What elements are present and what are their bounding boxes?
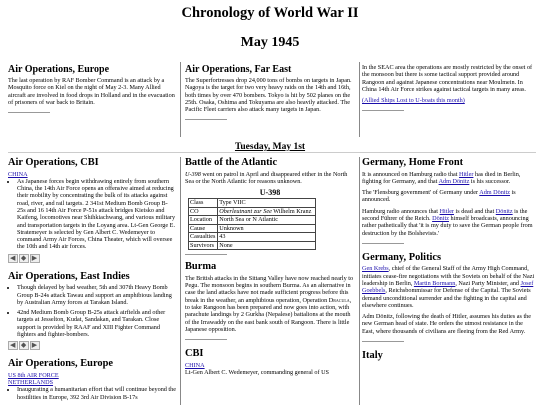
atlantic-body: went on patrol in April and disappeared either in the North Sea or the North Atlantic for reasons unknown. xyxy=(185,170,348,185)
table-cell: Casualties xyxy=(189,233,218,242)
china-link[interactable]: CHINA xyxy=(8,170,28,178)
column-divider xyxy=(359,157,360,405)
air-ops-europe-text: The last operation by RAF Bomber Command is an attack by a Mosquito force on Kiel on the night of May 2-3. Many Allied aircraft are involved in food drops in Holland and in the evacuation of prisoners of war back to Britain. xyxy=(8,77,175,106)
top-col-1 xyxy=(8,64,176,121)
list-item: • Though delayed by bad weather, 5th and 307th Heavy Bomb Group B-24s attack Tawau and support an amphibious landing by Australian Army forces at Tarakan Island. xyxy=(17,284,176,306)
bormann-link[interactable]: Martin Bormann xyxy=(413,279,456,287)
table-cell xyxy=(218,207,316,216)
politics-p1: Gen Krebs, chief of the General Staff of the Army High Command, initiates cease-fire negotiations with the Soviets on behalf of the Nazi leadership in Berlin, Martin Bormann, Nazi Party Minister, and Josef Goebbels, Reichsbommissar for Defense of the Capital. The Soviets demand unconditional surrender and the fighting in the capital and elsewhere continues. xyxy=(362,265,535,309)
table-cell: North Sea or N Atlantic xyxy=(218,216,316,225)
donitz-link[interactable]: Adm Dönitz xyxy=(438,177,470,185)
allied-ships-lost-link[interactable]: (Allied Ships Lost to U-boats this month) xyxy=(362,97,465,105)
divider xyxy=(362,243,404,244)
home-front-p1: It is announced on Hamburg radio that Hitler has died in Berlin, fighting for Germany, and that Adm Dönitz is his successor. xyxy=(362,170,521,185)
air-ops-far-east-text: The Superfortresses drop 24,000 tons of bombs on targets in Japan. Nagoya is the target for two very heavy raids on the 14th and 16th, both times by over 470 bombers. Tokyo is hit by 502 planes on the 25th. Osaka, Oshima and Tokuyama are also heavily attacked. The Pacific Fleet carriers also attack many targets in Japan. xyxy=(185,77,352,114)
seac-text: In the SEAC area the operations are mostly restricted by the onset of the monsoon but there is some tactical support provided around Rangoon and against Japanese concentrations near Moulmein. In China 14th Air Force strikes against tactical targets in many areas. xyxy=(362,64,533,93)
table-cell: None xyxy=(218,241,316,250)
air-ops-far-east-heading: Air Operations, Far East xyxy=(185,64,292,75)
home-front-p2: The 'Flensburg government' of Germany under Adm Dönitz is announced. xyxy=(362,189,516,204)
home-front-p3: Hamburg radio announces that Hitler is dead and that Dönitz is the second Führer of the Reich. Dönitz himself broadcasts, announcing rather pathetically that 'it is my duty to save the German people from destruction by the Bolshevists.' xyxy=(362,207,533,237)
china-link[interactable]: CHINA xyxy=(185,361,205,369)
battle-of-atlantic-heading: Battle of the Atlantic xyxy=(185,157,278,168)
list-item: • Inaugurating a humanitarian effort that will continue beyond the hostilities in Europe, 392 3rd Air Division B-17s xyxy=(17,386,176,401)
krebs-link[interactable]: Gen Krebs xyxy=(362,265,389,273)
divider xyxy=(362,341,404,342)
column-divider xyxy=(359,62,360,137)
table-row xyxy=(189,216,316,225)
table-cell: Class xyxy=(189,199,218,208)
us-8th-air-force-link[interactable]: US 8th AIR FORCE xyxy=(8,371,59,379)
middle-col xyxy=(185,157,355,380)
prev-icon[interactable]: ◀ xyxy=(10,341,16,350)
nav-arrows xyxy=(8,341,176,350)
operation-name: Dracula xyxy=(328,296,350,304)
table-cell: Survivors xyxy=(189,241,218,250)
burma-text-a: The British attacks in the Sittang Valley have now reached nearly to Pegu. The monsoon begins in southern Burma. As an alternative in case the land attacks have not made sufficient progress before this break in the weather, an amphibious operation, Operation xyxy=(185,274,354,304)
germany-politics-heading: Germany, Politics xyxy=(362,251,442,263)
uboat-table-title: U-398 xyxy=(259,188,281,198)
europe-list xyxy=(8,386,176,401)
atlantic-text xyxy=(185,171,355,186)
goebbels-link[interactable]: Josef Goebbels xyxy=(362,279,534,295)
rank-text: Oberleutnant zur See xyxy=(219,207,272,215)
list-icon[interactable]: ◆ xyxy=(20,341,27,350)
list-icon[interactable]: ◆ xyxy=(20,253,27,262)
politics-p2: Adm Dönitz, following the death of Hitler, assumes his duties as the new German head of state. He orders the utmost resistance in the East, where thousands of civilians are fleeing from the Red Army. xyxy=(362,313,532,335)
uboat-name: U-398 xyxy=(185,170,201,178)
page-subtitle: May 1945 xyxy=(240,35,300,50)
burma-text-b: , to take Rangoon has been prepared and now goes into action, with parachute landings by 2 Gurkha (Nepalese) battalions at the mouth of the Irrawaddy on the east bank south of Rangoon. There is little Japanese opposition. xyxy=(185,296,352,333)
list-item: • 42nd Medium Bomb Group B-25s attack airfields and other targets at Jesselton, Kudat, Sandakan, and Tarakan. Close support is provided by RAAF and XIII Fighter Command fighters and fighter-bombers. xyxy=(17,309,176,338)
top-col-3 xyxy=(362,64,536,119)
commander-name: Wilhelm Kranz xyxy=(271,207,312,215)
east-indies-list xyxy=(8,284,176,338)
nav-arrows xyxy=(8,254,176,263)
air-ops-cbi-heading: Air Operations, CBI xyxy=(8,157,99,168)
divider xyxy=(185,339,227,340)
cbi-list xyxy=(8,178,176,251)
divider xyxy=(185,119,227,120)
left-col xyxy=(8,157,176,404)
top-col-2 xyxy=(185,64,355,128)
table-cell: Location xyxy=(189,216,218,225)
germany-home-front-heading: Germany, Home Front xyxy=(362,157,464,168)
donitz-link[interactable]: Adm Dönitz xyxy=(479,189,511,197)
divider xyxy=(362,110,404,111)
divider xyxy=(8,112,50,113)
donitz-link[interactable]: Dönitz xyxy=(495,207,513,215)
table-cell: Type VIIC xyxy=(218,199,316,208)
day-heading: Tuesday, May 1st xyxy=(234,142,306,152)
italy-heading: Italy xyxy=(362,350,383,362)
cbi-heading: CBI xyxy=(185,348,204,360)
table-cell: Unknown xyxy=(218,224,316,233)
table-row xyxy=(189,233,316,242)
table-row xyxy=(189,224,316,233)
table-row xyxy=(189,241,316,250)
divider xyxy=(185,254,227,255)
right-col xyxy=(362,157,536,364)
netherlands-link[interactable]: NETHERLANDS xyxy=(8,379,54,387)
table-cell: CO xyxy=(189,207,218,216)
table-cell: 43 xyxy=(218,233,316,242)
uboat-table xyxy=(188,198,316,250)
column-divider xyxy=(180,62,181,137)
cbi-text: Lt-Gen Albert C. Wedemeyer, commanding general of US xyxy=(185,369,329,377)
hitler-link[interactable]: Hitler xyxy=(439,207,454,215)
list-item: • As Japanese forces begin withdrawing entirely from southern China, the 14th Air Force opens an offensive aimed at reducing their mobility by concentrating the bulk of its attacks against road, river, and rail targets. 2 341st Medium Bomb Group B-25s and 16 14th Air Force P-51s attack bridges Kieisko and Kaifeng, locomotives near Shihkiachwang, and various military and transportation targets in the Loyang area. Lt-Gen George E. Stratemeyer is selected by Gen Albert C. Wedemeyer to command Army Air Forces, China Theater, which will oversee the 10th and 14th air forces. xyxy=(17,178,176,251)
donitz-link[interactable]: Dönitz xyxy=(432,214,449,222)
page-title: Chronology of World War II xyxy=(181,5,359,21)
air-ops-europe-heading: Air Operations, Europe xyxy=(8,64,110,75)
next-icon[interactable]: ▶ xyxy=(31,253,38,262)
air-ops-east-indies-heading: Air Operations, East Indies xyxy=(8,270,130,282)
day-rule xyxy=(8,152,536,153)
prev-icon[interactable]: ◀ xyxy=(10,253,16,262)
next-icon[interactable]: ▶ xyxy=(31,341,38,350)
hitler-link[interactable]: Hitler xyxy=(458,170,474,178)
burma-heading: Burma xyxy=(185,261,217,273)
table-cell: Cause xyxy=(189,224,218,233)
table-row xyxy=(189,207,316,216)
table-row xyxy=(189,199,316,208)
burma-text xyxy=(185,275,355,333)
air-ops-europe-heading-2: Air Operations, Europe xyxy=(8,358,113,370)
column-divider xyxy=(180,157,181,405)
